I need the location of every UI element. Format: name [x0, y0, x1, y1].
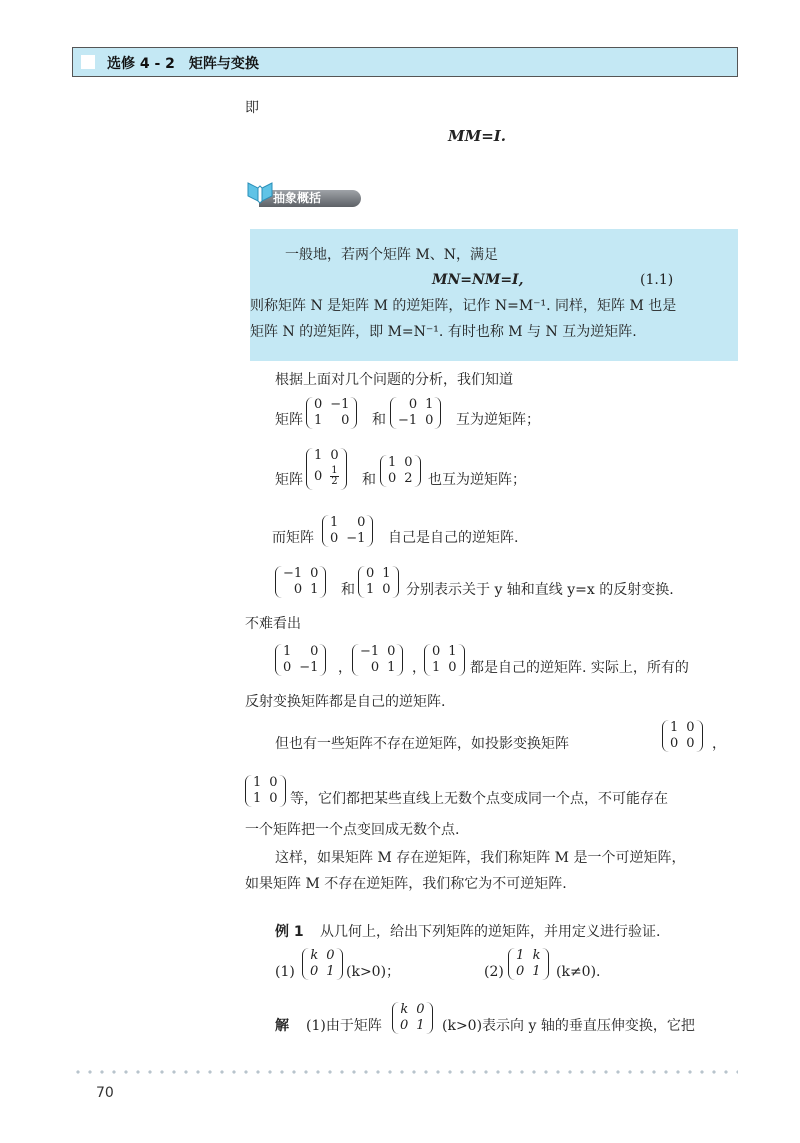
fraction-half: $\frac{1}{2}$ [331, 465, 338, 487]
solution-suffix: (k>0)表示向 y 轴的垂直压伸变换，它把 [442, 1018, 695, 1034]
row2-prefix: 矩阵 [275, 472, 303, 488]
text-dan-end: ， [712, 736, 726, 752]
row1-suffix: 互为逆矩阵； [456, 412, 540, 428]
badge-label: 抽象概括 [273, 191, 322, 205]
definition-line3: 则称矩阵 N 是矩阵 M 的逆矩阵，记作 N=M⁻¹. 同样，矩阵 M 也是 [250, 298, 677, 314]
solution-label: 解 [275, 1018, 289, 1034]
matrix-m12: 1 0 1 0 [245, 775, 286, 807]
matrix-m5: 1 0 0 −1 [322, 515, 373, 547]
definition-formula: MN=NM=I, [432, 272, 524, 288]
matrix-m6: −1 0 0 1 [275, 566, 326, 598]
ribbon-icon [245, 177, 275, 207]
row7-suffix: 等，它们都把某些直线上无数个点变成同一个点，不可能存在 [290, 791, 668, 807]
matrix-m7: 0 1 1 0 [358, 566, 399, 598]
matrix-sol: k 0 0 1 [392, 1002, 433, 1034]
example-text: 从几何上，给出下列矩阵的逆矩阵，并用定义进行验证. [320, 924, 661, 940]
matrix-ex1: k 0 0 1 [302, 948, 343, 980]
text-dan-ye-you: 但也有一些矩阵不存在逆矩阵，如投影变换矩阵 [275, 736, 569, 752]
matrix-ex2: 1 k 0 1 [508, 948, 549, 980]
matrix-m4: 1 0 0 2 [380, 455, 421, 487]
matrix-m11: 1 0 0 0 [662, 720, 703, 752]
row5-comma2: ， [412, 660, 426, 676]
matrix-m9: −1 0 0 1 [352, 644, 403, 676]
header-title: 选修 4 - 2 矩阵与变换 [107, 56, 259, 72]
matrix-m1: 0 −1 1 0 [306, 397, 357, 429]
intro-text: 即 [245, 100, 259, 116]
row5-comma1: ， [338, 660, 352, 676]
page-number: 70 [96, 1085, 114, 1101]
row4-suffix: 分别表示关于 y 轴和直线 y=x 的反射变换. [406, 582, 674, 598]
analysis-text: 根据上面对几个问题的分析，我们知道 [275, 372, 513, 388]
text-zheyang: 这样，如果矩阵 M 存在逆矩阵，我们称矩阵 M 是一个可逆矩阵， [275, 850, 686, 866]
example-item1-cond: (k>0)； [346, 964, 401, 980]
row2-and: 和 [362, 472, 376, 488]
definition-line1: 一般地，若两个矩阵 M、N，满足 [285, 247, 499, 263]
definition-line4: 矩阵 N 的逆矩阵，即 M=N⁻¹. 有时也称 M 与 N 互为逆矩阵. [250, 324, 637, 340]
matrix-m8: 1 0 0 −1 [275, 644, 326, 676]
text-ruguo: 如果矩阵 M 不存在逆矩阵，我们称它为不可逆矩阵. [245, 876, 567, 892]
text-fanshe: 反射变换矩阵都是自己的逆矩阵. [245, 694, 446, 710]
row2-suffix: 也互为逆矩阵； [428, 472, 526, 488]
section-badge [245, 177, 363, 209]
matrix-m3: 1 0 0 $\frac{1}{2}$ [306, 448, 347, 490]
row1-and: 和 [372, 412, 386, 428]
row4-and: 和 [341, 582, 355, 598]
matrix-m2: 0 1 −1 0 [390, 397, 441, 429]
example-item1-label: (1) [275, 964, 295, 980]
row3-suffix: 自己是自己的逆矩阵. [388, 530, 519, 546]
header-square-icon [81, 55, 95, 69]
running-header [72, 47, 738, 77]
intro-formula: MM=I. [448, 127, 507, 145]
row3-prefix: 而矩阵 [272, 530, 314, 546]
footer-dotted-rule [72, 1069, 738, 1075]
matrix-m10: 0 1 1 0 [424, 644, 465, 676]
row1-prefix: 矩阵 [275, 412, 303, 428]
text-yige: 一个矩阵把一个点变回成无数个点. [245, 822, 460, 838]
example-title: 例 1 [275, 924, 304, 940]
example-item2-label: (2) [484, 964, 504, 980]
text-nan-kan-chu: 不难看出 [245, 616, 301, 632]
example-item2-cond: (k≠0). [556, 964, 601, 980]
row5-suffix: 都是自己的逆矩阵. 实际上，所有的 [470, 660, 689, 676]
equation-number: (1.1) [640, 272, 674, 288]
solution-prefix: (1)由于矩阵 [306, 1018, 382, 1034]
